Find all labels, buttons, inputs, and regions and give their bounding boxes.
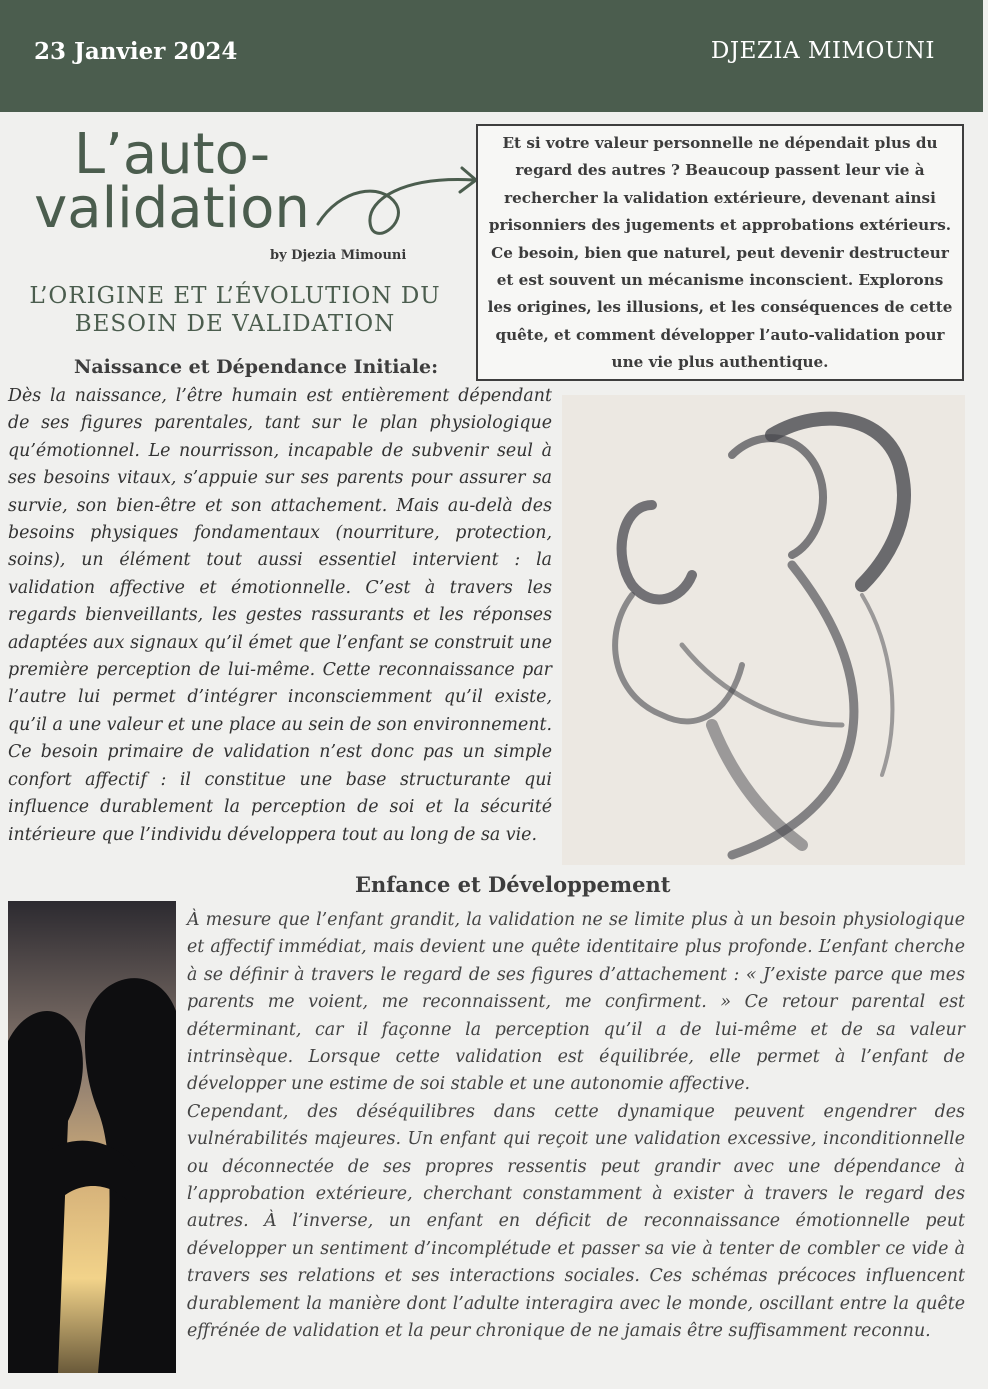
issue-date: 23 Janvier 2024 [34, 38, 238, 65]
title-line-1: L’auto- [73, 122, 271, 187]
mother-child-sketch-image [562, 395, 965, 865]
section-heading [0, 282, 470, 338]
subheading-birth: Naissance et Dépendance Initiale: [74, 356, 439, 378]
paragraph-childhood-1: À mesure que l’enfant grandit, la validation ne se limite plus à un besoin physiologique et affectif immédiat, mais devient une quête identitaire plus profonde. L’enfant cherche à se définir à travers le regard de ses figures d’attachement : « J’existe parce que mes parents me voient, me reconnaissent, me confirment. » Ce retour parental est déterminant, car il façonne la perception qu’il a de lui-même et de sa valeur intrinsèque. Lorsque cette validation est équilibrée, elle permet à l’enfant de développer une estime de soi stable et une autonomie affective. [187, 910, 965, 1095]
byline: by Djezia Mimouni [270, 248, 407, 263]
paragraph-birth: Dès la naissance, l’être humain est entièrement dépendant de ses figures parentales, tant sur le plan physiologique qu’émotionnel. Le nourrisson, incapable de subvenir seul à ses besoins vitaux, s’appuie sur ses parents pour assurer sa survie, son bien-être et son attachement. Mais au-delà des besoins physiques fondamentaux (nourriture, protection, soins), un élément tout aussi essentiel intervient : la validation affective et émotionnelle. C’est à travers les regards bienveillants, les gestes rassurants et les réponses adaptées aux signaux qu’il émet que l’enfant se construit une première perception de lui-même. Cette reconnaissance par l’autre lui permet d’intégrer inconsciemment qu’il existe, qu’il a une valeur et une place au sein de son environnement. Ce besoin primaire de validation n’est donc pas un simple confort affectif : il constitue une base structurante qui influence durablement la perception de soi et la sécurité intérieure que l’individu développera tout au long de sa vie. [8, 386, 552, 845]
author-name: DJEZIA MIMOUNI [710, 38, 935, 64]
title-line-2: validation [34, 176, 310, 241]
intro-box: Et si votre valeur personnelle ne dépendait plus du regard des autres ? Beaucoup passent leur vie à rechercher la validation extérieure, devenant ainsi prisonniers des jugements et approbations extérieurs. Ce besoin, bien que naturel, peut devenir destructeur et est souvent un mécanisme inconscient. Explorons les origines, les illusions, et les conséquences de cette quête, et comment développer l’auto-validation pour une vie plus authentique. [476, 124, 964, 381]
swirl-arrow-icon [312, 152, 482, 242]
subheading-childhood: Enfance et Développement [355, 872, 671, 897]
paragraph-childhood [187, 907, 965, 1346]
sunset-silhouette-image [8, 901, 176, 1373]
article-title [22, 122, 322, 241]
section-heading-line-1: L’ORIGINE ET L’ÉVOLUTION DU [29, 283, 441, 309]
header-band [0, 0, 983, 112]
paragraph-childhood-2: Cependant, des déséquilibres dans cette dynamique peuvent engendrer des vulnérabilités majeures. Un enfant qui reçoit une validation excessive, inconditionnelle ou déconnectée de ses propres ressentis peut grandir avec une dépendance à l’approbation extérieure, cherchant constamment à exister à travers le regard des autres. À l’inverse, un enfant en déficit de reconnaissance émotionnelle peut développer un sentiment d’incomplétude et passer sa vie à tenter de combler ce vide à travers ses relations et ses interactions sociales. Ces schémas précoces influencent durablement la manière dont l’adulte interagira avec le monde, oscillant entre la quête effrénée de validation et la peur chronique de ne jamais être suffisamment reconnu. [187, 1101, 965, 1342]
section-heading-line-2: BESOIN DE VALIDATION [74, 311, 396, 337]
